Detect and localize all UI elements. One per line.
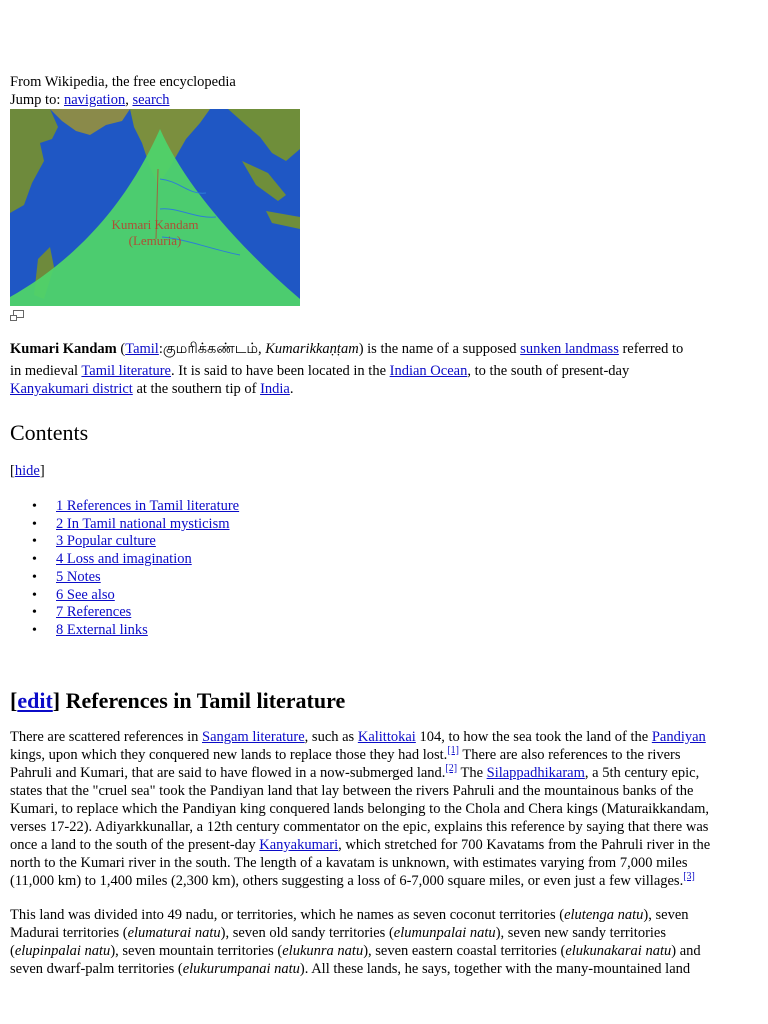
toc-toggle: [hide] (10, 463, 45, 479)
indian-ocean-link[interactable]: Indian Ocean (389, 363, 468, 379)
article-term: Kumari Kandam (10, 341, 117, 357)
kalittokai-link[interactable]: Kalittokai (357, 728, 416, 745)
toc-link-loss-and-imagination[interactable]: 4 Loss and imagination (56, 551, 192, 568)
enlarge-icon[interactable] (10, 310, 24, 322)
table-of-contents (10, 498, 758, 640)
citation-1[interactable]: [1] (447, 744, 459, 756)
toc-link-external-links[interactable]: 8 External links (56, 621, 148, 638)
toc-link-see-also[interactable]: 6 See also (56, 586, 115, 603)
toc-item (32, 551, 758, 569)
tamil-literature-link[interactable]: Tamil literature (81, 363, 171, 379)
contents-heading: Contents (10, 420, 89, 445)
sangam-literature-link[interactable]: Sangam literature (202, 728, 305, 745)
kumari-kandam-map[interactable] (10, 109, 300, 306)
jump-search-link[interactable]: search (132, 92, 170, 108)
tamil-link[interactable]: Tamil (125, 341, 159, 357)
tagline: From Wikipedia, the free encyclopedia (10, 74, 236, 90)
toc-link-tamil-national-mysticism[interactable]: 2 In Tamil national mysticism (56, 515, 230, 532)
section-heading-references: [edit] References in Tamil literature (10, 687, 346, 713)
toc-item (32, 569, 758, 587)
map-graphic (10, 109, 300, 306)
toc-item (32, 622, 758, 640)
kanyakumari-district-link[interactable]: Kanyakumari district (10, 381, 133, 397)
toc-hide-link[interactable]: hide (14, 463, 40, 479)
jump-to: Jump to: navigation, search (10, 92, 170, 108)
citation-3[interactable]: [3] (683, 870, 695, 882)
toc-item (32, 516, 758, 534)
section-title: References in Tamil literature (60, 687, 346, 713)
section-paragraph-1: There are scattered references in Sangam literature, such as Kalittokai 104, to how the sea took the land of the Pandiyan kings, upon which they conquered new lands to replace those they had lost.[1] There are also references to the rivers Pahruli and Kumari, that are said to have flowed in a now-submerged land.[2] The Silappadhikaram, a 5th century epic, states that the "cruel sea" took the Pandiyan land that lay between the rivers Pahruli and the mountainous banks of the Kumari, to replace which the Pandiyan king conquered lands belonging to the Chola and Chera kings (Maturaikkandam, verses 17-22). Adiyarkkunallar, a 12th century commentator on the epic, explains this reference by saying that there was once a land to the south of the present-day Kanyakumari, which stretched for 700 Kavatams from the Pahruli river in the north to the Kumari river in the south. The length of a kavatam is unknown, with estimates varying from 7,000 miles (11,000 km) to 1,400 miles (2,300 km), others suggesting a loss of 6-7,000 square miles, or even just a few villages.[3] (10, 728, 711, 889)
toc-item (32, 604, 758, 622)
toc-link-notes[interactable]: 5 Notes (56, 568, 101, 585)
toc-link-references[interactable]: 7 References (56, 604, 132, 621)
intro-paragraph: Kumari Kandam (Tamil:குமரிக்கண்டம், Kumarikkaṇṭam) is the name of a supposed sunken landmass referred to in medieval Tamil literature. It is said to have been located in the Indian Ocean, to the south of present-day Kanyakumari district at the southern tip of India. (10, 341, 684, 397)
map-label: Kumari Kandam (Lemuria) (111, 217, 199, 248)
transliteration: Kumarikkaṇṭam (265, 341, 359, 357)
toc-item (32, 533, 758, 551)
toc-item (32, 498, 758, 516)
toc-link-references-in-tamil-literature[interactable]: 1 References in Tamil literature (56, 498, 240, 514)
toc-link-popular-culture[interactable]: 3 Popular culture (56, 533, 156, 550)
jump-navigation-link[interactable]: navigation (63, 92, 126, 108)
toc-item (32, 587, 758, 605)
pandiyan-link[interactable]: Pandiyan (651, 728, 706, 745)
silappadhikaram-link[interactable]: Silappadhikaram (486, 764, 585, 781)
india-link[interactable]: India (260, 381, 290, 397)
tamil-script: :குமரிக்கண்டம் (158, 341, 258, 357)
section-paragraph-2: This land was divided into 49 nadu, or territories, which he names as seven coconut territories (elutenga natu), seven Madurai territories (elumaturai natu), seven old sandy territories (elumunpalai natu), seven new sandy territories (elupinpalai natu), seven mountain territories (elukunra natu), seven eastern coastal territories (elukunakarai natu) and seven dwarf-palm territories (elukurumpanai natu). All these lands, he says, together with the many-mountained land (10, 906, 701, 977)
section-edit-link[interactable]: edit (17, 687, 53, 713)
sunken-landmass-link[interactable]: sunken landmass (520, 341, 619, 357)
kanyakumari-link[interactable]: Kanyakumari (259, 836, 339, 853)
citation-2[interactable]: [2] (445, 762, 458, 774)
article (10, 73, 758, 978)
